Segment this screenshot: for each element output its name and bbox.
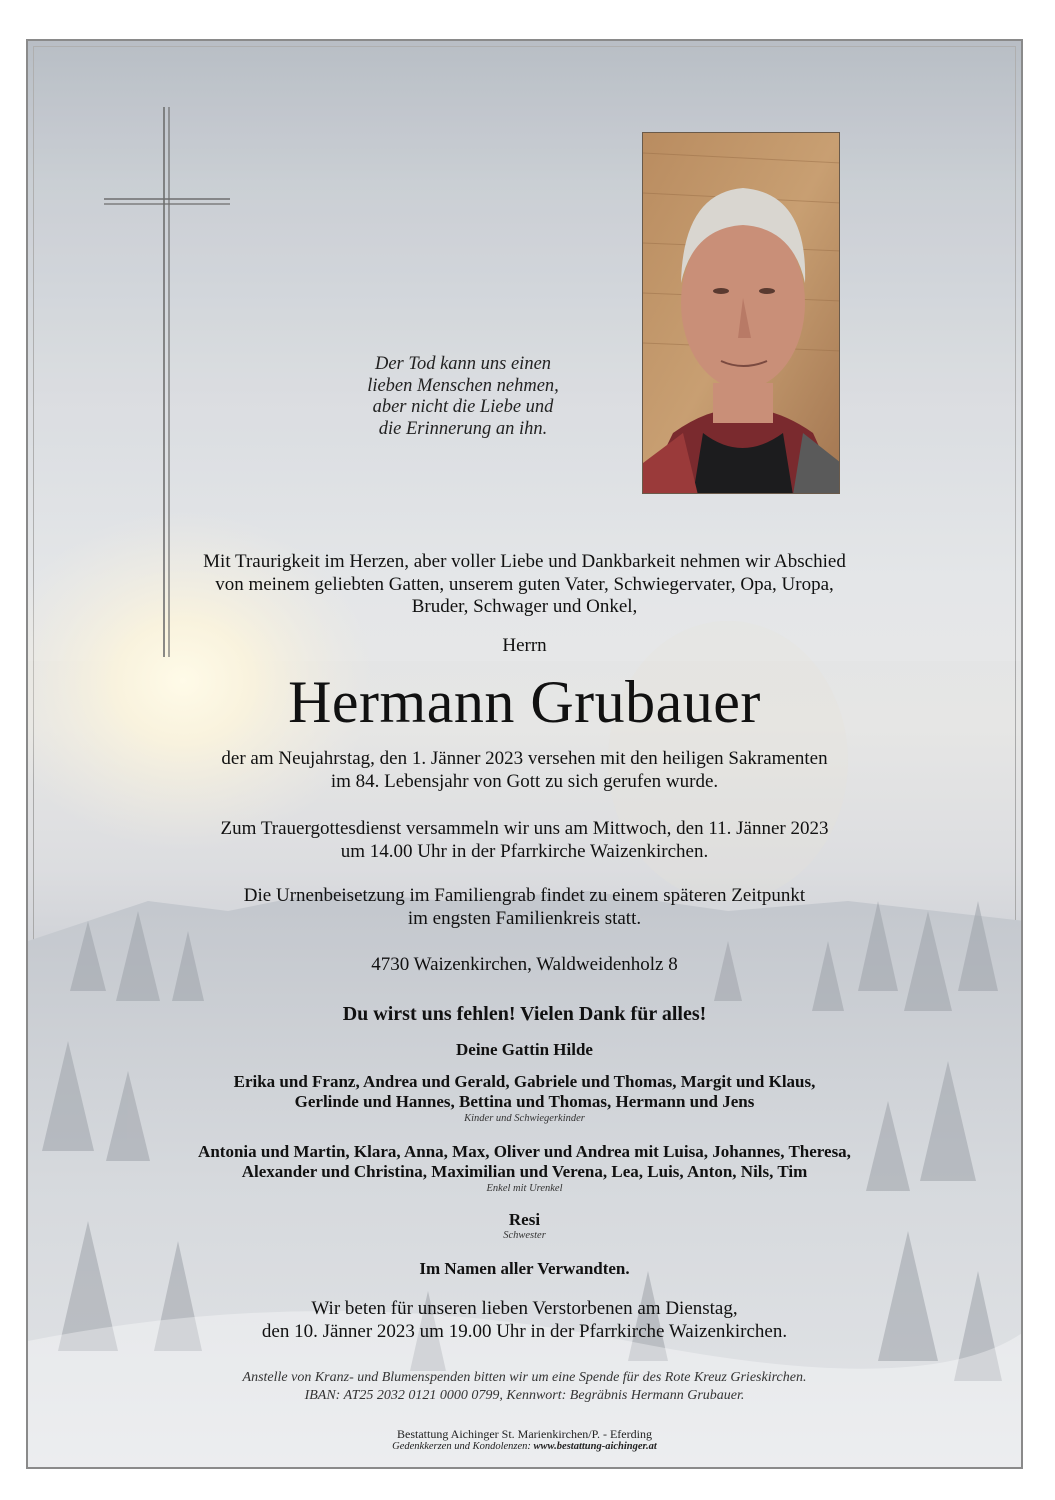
prayer-line: den 10. Jänner 2023 um 19.00 Uhr in der Pfarrkirche Waizenkirchen. [261,1320,788,1342]
mourner-sibling: Resi [508,1210,541,1229]
portrait-photo [642,132,840,494]
quote-line: lieben Menschen nehmen, [367,375,559,396]
mourner-grandchildren [28,1142,1021,1182]
death-notice-line: der am Neujahrstag, den 1. Jänner 2023 versehen mit den heiligen Sakramenten [221,748,828,769]
death-notice [28,748,1021,793]
deceased-name: Hermann Grubauer [288,669,761,735]
service-info [28,818,1021,863]
family-address: 4730 Waizenkirchen, Waldweidenholz 8 [371,954,678,975]
burial-line: im engsten Familienkreis statt. [407,907,642,929]
intro-line: Bruder, Schwager und Onkel, [411,596,638,617]
condolence-link[interactable]: www.bestattung-aichinger.at [533,1441,657,1452]
death-notice-line: im 84. Lebensjahr von Gott zu sich gerufen wurde. [330,770,719,792]
prayer-line: Wir beten für unseren lieben Verstorbenen am Dienstag, [311,1298,738,1319]
sibling-label: Schwester [503,1230,546,1241]
donation-note [28,1369,1021,1405]
salutation: Herrn [502,635,547,656]
quote-line: aber nicht die Liebe und [372,397,554,417]
children-label: Kinder und Schwiegerkinder [464,1113,585,1124]
mourner-children [28,1072,1021,1112]
memorial-quote [313,354,613,440]
intro-line: Mit Traurigkeit im Herzen, aber voller Liebe und Dankbarkeit nehmen wir Abschied [203,551,846,572]
service-line: um 14.00 Uhr in der Pfarrkirche Waizenkirchen. [340,840,709,862]
intro-text [28,551,1021,619]
intro-line: von meinem geliebten Gatten, unserem guten Vater, Schwiegervater, Opa, Uropa, [215,573,834,595]
relatives-note: Im Namen aller Verwandten. [419,1259,630,1278]
quote-line: Der Tod kann uns einen [374,354,552,374]
burial-line: Die Urnenbeisetzung im Familiengrab findet zu einem späteren Zeitpunkt [243,885,806,906]
farewell-message: Du wirst uns fehlen! Vielen Dank für alles! [342,1003,707,1025]
condolence-line [28,1441,1021,1452]
grandchildren-line: Alexander und Christina, Maximilian und Verena, Lea, Luis, Anton, Nils, Tim [241,1162,808,1181]
mourner-spouse: Deine Gattin Hilde [456,1040,593,1059]
grandchildren-label: Enkel mit Urenkel [486,1183,563,1194]
donation-line: Anstelle von Kranz- und Blumenspenden bitten wir um eine Spende für des Rote Kreuz Grieskirchen. [242,1370,807,1385]
parte-frame [26,39,1023,1469]
children-line: Gerlinde und Hannes, Bettina und Thomas, Hermann und Jens [294,1092,755,1111]
quote-line: die Erinnerung an ihn. [378,418,548,439]
donation-line: IBAN: AT25 2032 0121 0000 0799, Kennwort: Begräbnis Hermann Grubauer. [304,1388,745,1403]
grandchildren-line: Antonia und Martin, Klara, Anna, Max, Oliver und Andrea mit Luisa, Johannes, Theresa, [198,1142,851,1161]
prayer-info [28,1298,1021,1343]
service-line: Zum Trauergottesdienst versammeln wir uns am Mittwoch, den 11. Jänner 2023 [220,818,829,839]
burial-info [28,885,1021,930]
funeral-home: Bestattung Aichinger St. Marienkirchen/P. - Eferding [397,1427,652,1441]
children-line: Erika und Franz, Andrea und Gerald, Gabriele und Thomas, Margit und Klaus, [233,1072,816,1091]
condolence-prefix: Gedenkkerzen und Kondolenzen: [392,1441,534,1452]
